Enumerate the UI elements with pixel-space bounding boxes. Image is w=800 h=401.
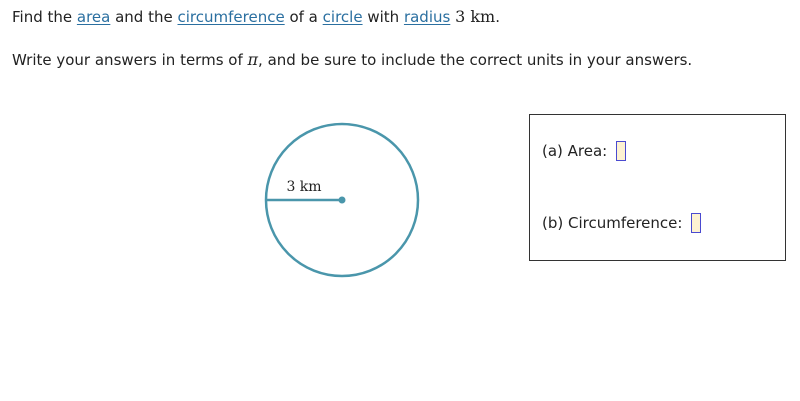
radius-label: 3 km (286, 179, 322, 195)
text: . (495, 8, 501, 26)
area-link[interactable]: area (76, 8, 111, 26)
answer-box (529, 114, 786, 261)
circumference-input[interactable] (691, 213, 701, 233)
circumference-link[interactable]: circumference (177, 8, 285, 26)
text: with (362, 8, 404, 26)
text: Find the (12, 8, 77, 26)
area-answer-row (542, 141, 626, 161)
area-label: (a) Area: (542, 142, 608, 160)
center-point (339, 197, 346, 204)
radius-link[interactable]: radius (403, 8, 451, 26)
circle-link[interactable]: circle (322, 8, 363, 26)
radius-value: 3 km (455, 7, 496, 26)
text: and the (110, 8, 178, 26)
question-line-1 (12, 6, 500, 28)
circumference-label: (b) Circumference: (542, 214, 683, 232)
pi-symbol: π (247, 50, 259, 69)
text: Write your answers in terms of (12, 51, 248, 69)
area-input[interactable] (616, 141, 626, 161)
question-line-2 (12, 49, 692, 71)
text: of a (284, 8, 323, 26)
circle-diagram (260, 118, 430, 283)
text: , and be sure to include the correct units in your answers. (258, 51, 693, 69)
circumference-answer-row (542, 213, 701, 233)
